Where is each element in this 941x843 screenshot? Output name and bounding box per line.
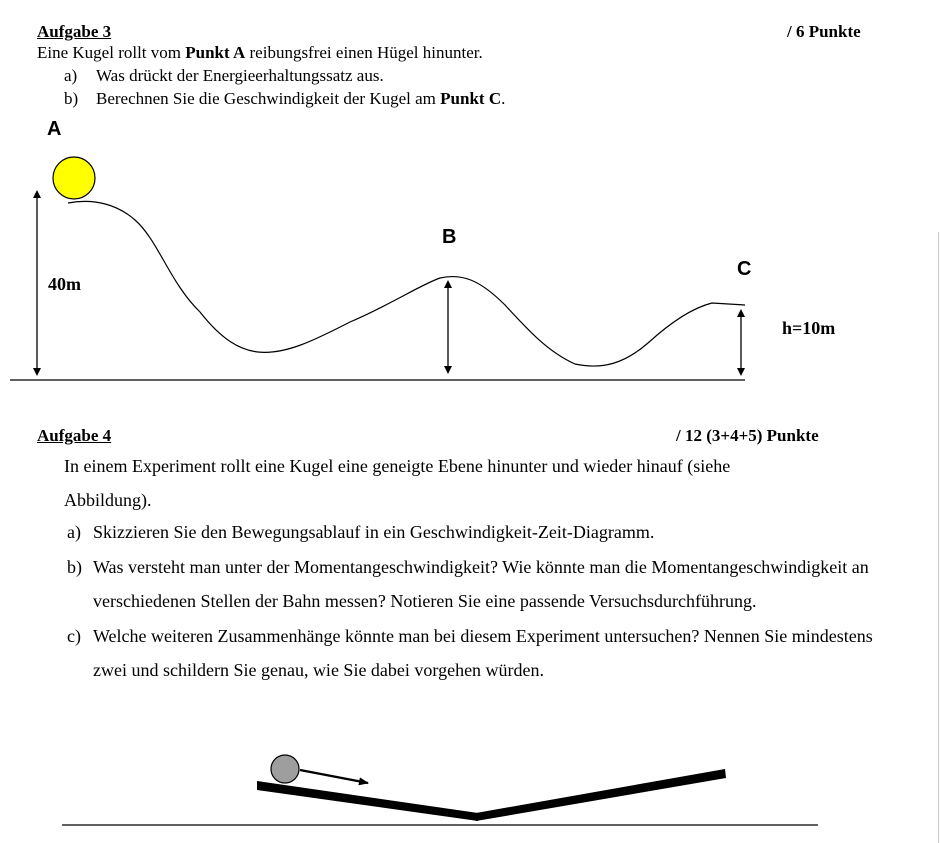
ramp-figure [0, 740, 941, 840]
task4-item-c: c) Welche weiteren Zusammenhänge könnte man bei diesem Experiment untersuchen? Nennen Sie mindestens zwei und schildern Sie genau, wie Sie dabei vorgehen würden. [67, 625, 873, 680]
task4-items [67, 515, 877, 688]
velocity-arrow [300, 770, 368, 783]
task4-title: Aufgabe 4 [37, 426, 112, 445]
task3-item-b: b) Berechnen Sie die Geschwindigkeit der Kugel am Punkt C. [64, 89, 506, 108]
height-label-c: h=10m [782, 318, 836, 338]
task3-item-a: a) Was drückt der Energieerhaltungssatz aus. [64, 66, 384, 85]
task3-points: / 6 Punkte [787, 22, 861, 41]
task4-intro: In einem Experiment rollt eine Kugel eine geneigte Ebene hinunter und wieder hinauf (siehe Abbildung). [64, 456, 731, 510]
ramp-right [476, 769, 726, 821]
label-point-b: B [442, 226, 457, 248]
ramp-ball [271, 755, 299, 783]
hill-track [68, 201, 745, 366]
hill-figure [0, 0, 941, 400]
ball-a [53, 157, 95, 199]
task4-points: / 12 (3+4+5) Punkte [676, 426, 819, 445]
ramp-left [257, 781, 478, 821]
task4-item-b: b) Was versteht man unter der Momentangeschwindigkeit? Wie könnte man die Momentangeschwindigkeit an verschiedenen Stellen der Bahn messen? Notieren Sie eine passende Versuchsdurchführung. [67, 556, 869, 611]
task3-intro: Eine Kugel rollt vom Punkt A reibungsfrei einen Hügel hinunter. [37, 43, 483, 62]
label-point-a: A [47, 118, 62, 140]
height-label-a: 40m [48, 274, 81, 294]
page-edge [938, 232, 939, 843]
task3-title: Aufgabe 3 [37, 22, 112, 41]
label-point-c: C [737, 258, 752, 280]
task4-item-a: a) Skizzieren Sie den Bewegungsablauf in ein Geschwindigkeit-Zeit-Diagramm. [67, 522, 655, 542]
